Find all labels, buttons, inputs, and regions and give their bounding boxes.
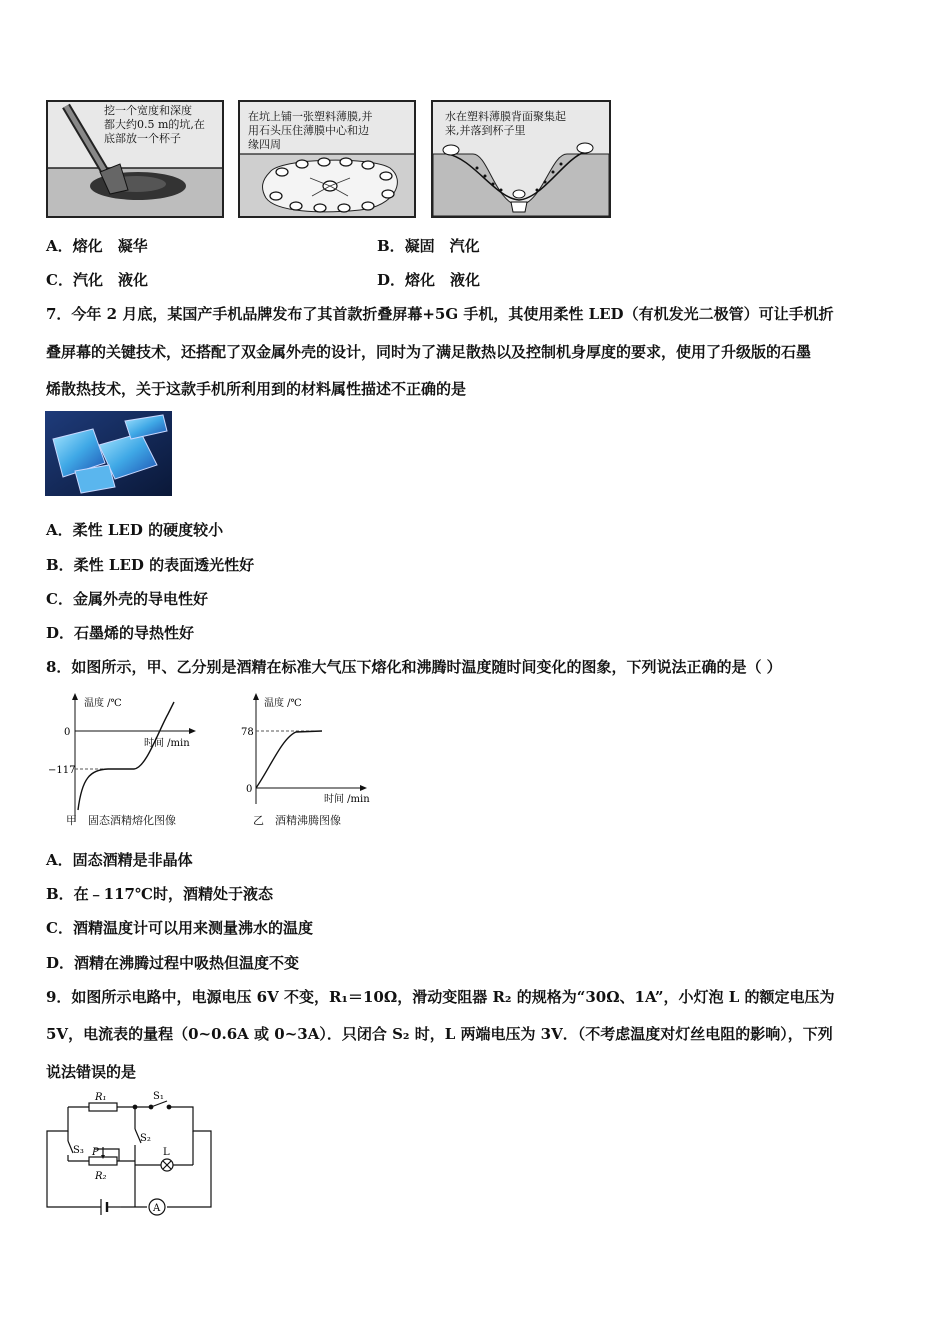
circuit-label-s1: S₁ [153,1091,164,1102]
circuit-label-p: P [92,1147,99,1158]
q7-stem-line-3: 烯散热技术，关于这款手机所利用到的材料属性描述不正确的是 [46,380,467,398]
boiling-graph-tick-boil: 78 [241,727,254,738]
foldable-phone-photo [45,411,172,496]
melting-graph-tick-zero: 0 [64,727,71,738]
melting-graph-caption: 甲 固态酒精熔化图像 [66,814,176,827]
q8-option-a: A．固态酒精是非晶体 [46,851,193,869]
melting-graph-ylabel: 温度 /℃ [84,698,122,709]
q7-stem-line-2: 叠屏幕的关键技术，还搭配了双金属外壳的设计，同时为了满足散热以及控制机身厚度的要求，使用了升级版的石墨 [46,343,812,361]
q6-panel-1-caption: 挖一个宽度和深度 都大约0.5 m的坑,在 底部放一个杯子 [104,104,205,145]
melting-graph-tick-melt: −117 [48,765,76,776]
melting-graph-xlabel: 时间 /min [144,738,190,749]
boiling-graph [240,692,370,812]
circuit-label-s3: S₃ [73,1145,84,1156]
q6-panel-3 [431,100,611,218]
q9-stem-line-2: 5V，电流表的量程（0~0.6A 或 0~3A）．只闭合 S₂ 时，L 两端电压为 3V．（不考虑温度对灯丝电阻的影响），下列 [46,1025,833,1043]
circuit-label-s2: S₂ [140,1133,151,1144]
q6-option-b: B．凝固 汽化 [377,237,480,255]
boiling-graph-xlabel: 时间 /min [324,794,370,805]
q7-stem-line-1: 7．今年 2 月底，某国产手机品牌发布了其首款折叠屏幕+5G 手机，其使用柔性 LED（有机发光二极管）可让手机折 [46,305,834,323]
q6-panel-2-caption: 在坑上铺一张塑料薄膜,并 用石头压住薄膜中心和边 缘四周 [248,110,373,151]
q9-stem-line-1: 9．如图所示电路中，电源电压 6V 不变，R₁＝10Ω，滑动变阻器 R₂ 的规格为“30Ω、1A”，小灯泡 L 的额定电压为 [46,988,835,1006]
boiling-graph-tick-zero: 0 [246,784,253,795]
q8-option-d: D．酒精在沸腾过程中吸热但温度不变 [46,954,300,972]
q8-stem: 8．如图所示，甲、乙分别是酒精在标准大气压下熔化和沸腾时温度随时间变化的图象，下列说法正确的是（ ） [46,658,782,676]
boiling-graph-ylabel: 温度 /℃ [264,698,302,709]
melting-graph [48,692,208,832]
q8-option-c: C．酒精温度计可以用来测量沸水的温度 [46,919,313,937]
q6-panel-1 [46,100,224,218]
q8-option-b: B．在﹣117℃时，酒精处于液态 [46,885,273,903]
circuit-diagram [43,1089,218,1221]
q6-option-d: D．熔化 液化 [377,271,481,289]
circuit-label-ammeter: A [153,1203,161,1214]
boiling-graph-caption: 乙 酒精沸腾图像 [253,814,341,827]
q6-panel-2 [238,100,416,218]
circuit-label-lamp: L [163,1147,170,1158]
q7-option-d: D．石墨烯的导热性好 [46,624,195,642]
q6-panel-3-caption: 水在塑料薄膜背面聚集起 来,并落到杯子里 [445,110,566,137]
q7-option-c: C．金属外壳的导电性好 [46,590,208,608]
q7-option-b: B．柔性 LED 的表面透光性好 [46,556,255,574]
circuit-label-r1: R₁ [95,1092,107,1103]
circuit-label-r2: R₂ [95,1171,107,1182]
q9-stem-line-3: 说法错误的是 [46,1063,137,1081]
q7-option-a: A．柔性 LED 的硬度较小 [46,521,224,539]
q6-option-a: A．熔化 凝华 [46,237,148,255]
q6-option-c: C．汽化 液化 [46,271,148,289]
